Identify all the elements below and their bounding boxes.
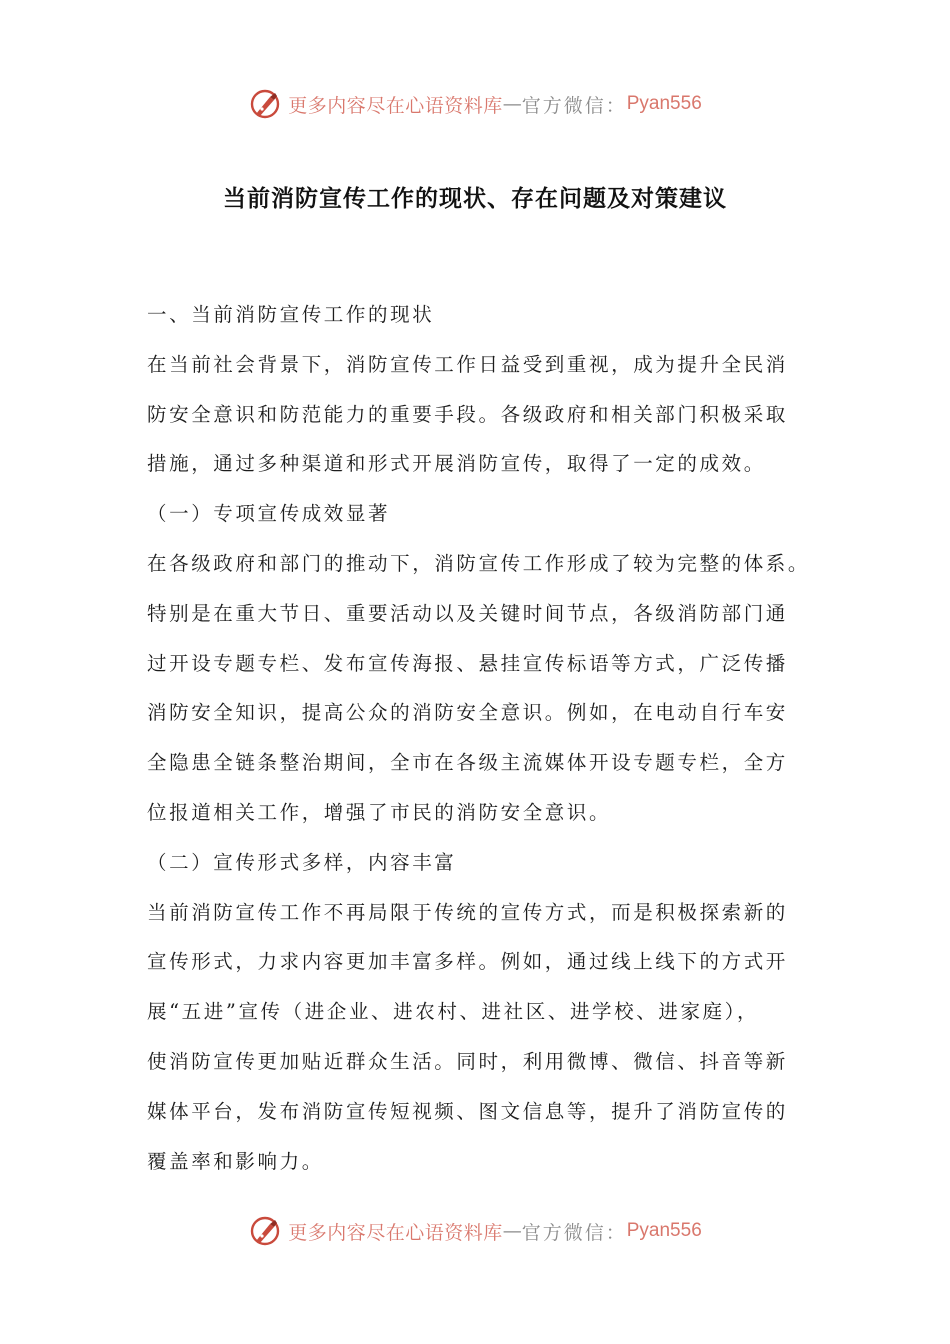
section-heading: 一、当前消防宣传工作的现状 [147,303,435,326]
document-title: 当前消防宣传工作的现状、存在问题及对策建议 [223,186,727,212]
paragraph-line: 过开设专题专栏、发布宣传海报、悬挂宣传标语等方式，广泛传播 [147,651,788,675]
paragraph-line: 特别是在重大节日、重要活动以及关键时间节点，各级消防部门通 [147,601,788,625]
paragraph-line: 在当前社会背景下，消防宣传工作日益受到重视，成为提升全民消 [147,352,788,376]
paragraph-line: 使消防宣传更加贴近群众生活。同时，利用微博、微信、抖音等新 [147,1049,788,1073]
banner-separator: — [502,93,522,115]
banner-promo-text: 更多内容尽在心语资料库 [288,1221,503,1244]
banner-wechat-id: Pyan556 [626,1220,702,1241]
paragraph-line: 措施，通过多种渠道和形式开展消防宣传，取得了一定的成效。 [147,452,766,476]
paragraph-line: 当前消防宣传工作不再局限于传统的宣传方式，而是积极探索新的 [147,900,788,924]
footer-banner [0,1211,950,1251]
pen-nib-logo-icon [248,87,282,121]
paragraph-line: 在各级政府和部门的推动下，消防宣传工作形成了较为完整的体系。 [147,551,811,575]
paragraph-line: 展“五进”宣传（进企业、进农村、进社区、进学校、进家庭）， [147,1000,760,1024]
banner-promo-text: 更多内容尽在心语资料库 [288,94,503,117]
paragraph-line: 媒体平台，发布消防宣传短视频、图文信息等，提升了消防宣传的 [147,1099,788,1123]
banner-wechat-label: 官方微信： [521,94,627,117]
banner-wechat-id: Pyan556 [626,93,702,114]
paragraph-line: 覆盖率和影响力。 [147,1149,324,1173]
header-banner [0,84,950,124]
subsection-heading: （一）专项宣传成效显著 [147,502,391,526]
paragraph-line: 防安全意识和防范能力的重要手段。各级政府和相关部门积极采取 [147,402,788,426]
pen-nib-logo-icon [248,1214,282,1248]
banner-separator: — [502,1220,522,1242]
subsection-heading: （二）宣传形式多样，内容丰富 [147,850,457,874]
paragraph-line: 宣传形式，力求内容更加丰富多样。例如，通过线上线下的方式开 [147,950,788,974]
document-body [147,290,815,1186]
banner-wechat-label: 官方微信： [521,1221,627,1244]
paragraph-line: 全隐患全链条整治期间，全市在各级主流媒体开设专题专栏，全方 [147,751,788,775]
paragraph-line: 消防安全知识，提高公众的消防安全意识。例如，在电动自行车安 [147,701,788,725]
paragraph-line: 位报道相关工作，增强了市民的消防安全意识。 [147,800,612,824]
